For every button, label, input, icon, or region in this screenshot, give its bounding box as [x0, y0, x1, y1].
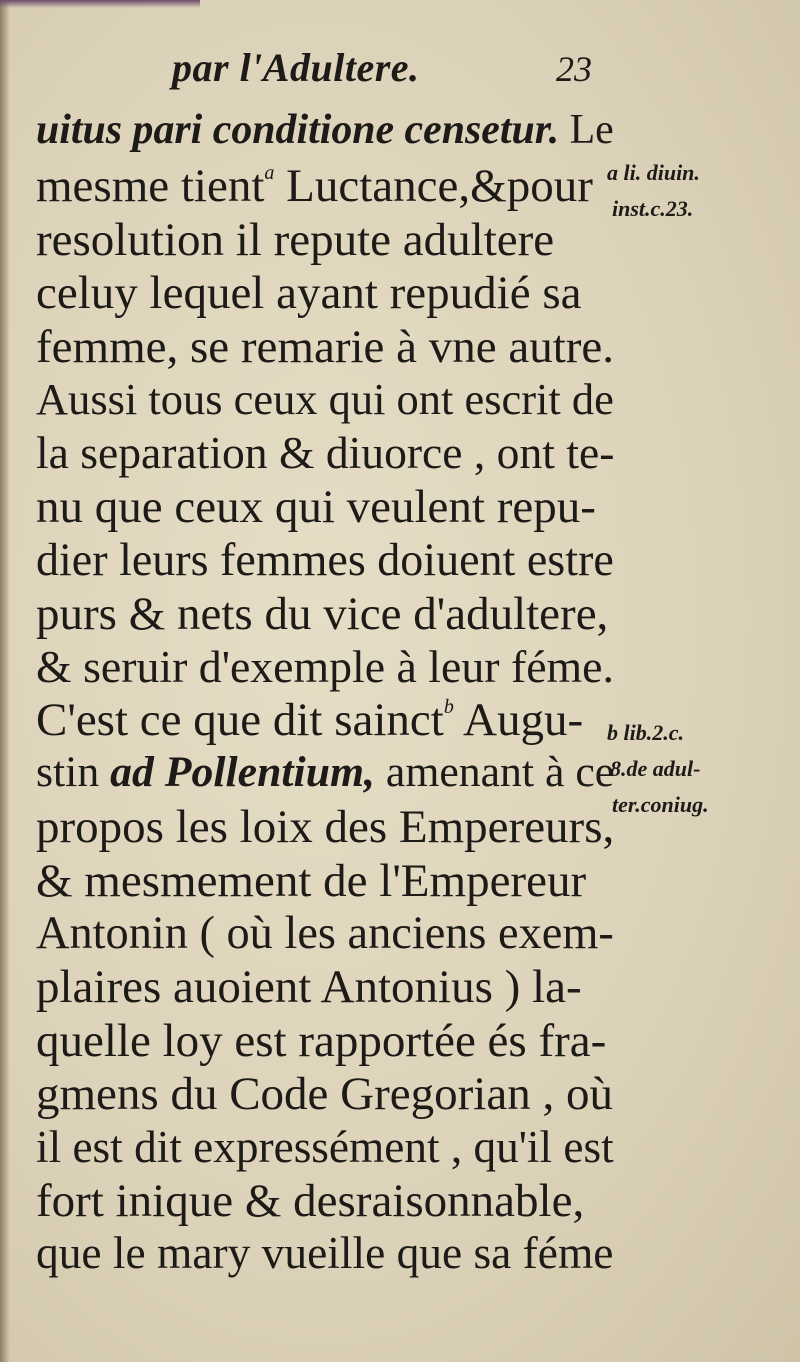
text-segment: purs & nets du vice d'adultere, — [36, 587, 609, 640]
text-segment: & seruir d'exemple à leur féme. — [36, 641, 614, 692]
italic-text: ad Pollentium, — [110, 747, 375, 796]
text-segment: stin — [36, 747, 111, 796]
page-number: 23 — [556, 49, 592, 89]
text-line — [36, 908, 614, 959]
text-segment: que le mary vueille que sa féme — [36, 1228, 614, 1279]
text-line — [36, 854, 587, 907]
text-line — [36, 961, 582, 1014]
text-line — [36, 480, 596, 533]
text-segment: quelle loy est rapportée és fra- — [36, 1014, 607, 1067]
margin-note-b-line-1: b lib.2.c. — [607, 720, 684, 745]
text-line — [36, 1014, 607, 1067]
text-segment: la separation & diuorce , ont te- — [36, 427, 615, 479]
text-line — [36, 747, 615, 796]
text-line — [36, 641, 614, 692]
text-segment: propos les loix des Empereurs, — [36, 801, 615, 854]
text-line — [36, 320, 615, 373]
text-line — [36, 1121, 614, 1172]
footnote-marker: b — [443, 696, 454, 719]
text-segment: plaires auoient Antonius ) la- — [36, 961, 582, 1014]
text-segment: Augu- — [453, 694, 584, 747]
text-segment: C'est ce que dit sainct — [36, 694, 444, 747]
text-line — [36, 427, 615, 479]
text-line — [36, 587, 609, 640]
text-segment: & mesmement de l'Empereur — [36, 854, 587, 907]
text-line — [36, 534, 614, 586]
margin-note-a-line-1: a li. diuin. — [607, 160, 700, 185]
text-segment: Antonin ( où les anciens exem- — [36, 908, 614, 959]
text-segment: femme, se remarie à vne autre. — [36, 320, 615, 373]
text-segment: Le — [559, 107, 614, 153]
text-line — [36, 801, 615, 854]
text-segment: Aussi tous ceux qui ont escrit de — [36, 374, 614, 424]
running-title: par l'Adultere. — [172, 45, 420, 90]
text-segment: amenant à ce — [375, 747, 615, 796]
text-line — [36, 213, 555, 266]
text-line — [36, 1175, 585, 1227]
text-line — [36, 1068, 613, 1121]
text-line — [36, 267, 582, 320]
footnote-marker: a — [264, 162, 275, 185]
text-line — [36, 160, 593, 213]
text-segment: resolution il repute adultere — [36, 213, 555, 266]
text-segment: il est dit expressément , qu'il est — [36, 1121, 614, 1172]
italic-text: uitus pari conditione censetur. — [36, 107, 560, 153]
text-segment: mesme tient — [36, 160, 265, 213]
text-line — [36, 107, 614, 153]
page-gutter-shadow — [0, 0, 10, 1362]
text-segment: gmens du Code Gregorian , où — [36, 1068, 613, 1121]
text-segment: dier leurs femmes doiuent estre — [36, 534, 614, 586]
text-segment: fort inique & desraisonnable, — [36, 1175, 585, 1227]
text-segment: Luctance,&pour — [274, 160, 593, 213]
margin-note-a-line-2: inst.c.23. — [612, 196, 694, 221]
text-line — [36, 374, 614, 424]
margin-note-b-line-2: 8.de adul- — [610, 756, 701, 781]
text-segment: celuy lequel ayant repudié sa — [36, 267, 582, 320]
margin-note-b-line-3: ter.coniug. — [612, 792, 709, 817]
text-line — [36, 694, 584, 747]
text-segment: nu que ceux qui veulent repu- — [36, 480, 596, 533]
text-line — [36, 1228, 614, 1279]
page-top-edge — [0, 0, 200, 8]
